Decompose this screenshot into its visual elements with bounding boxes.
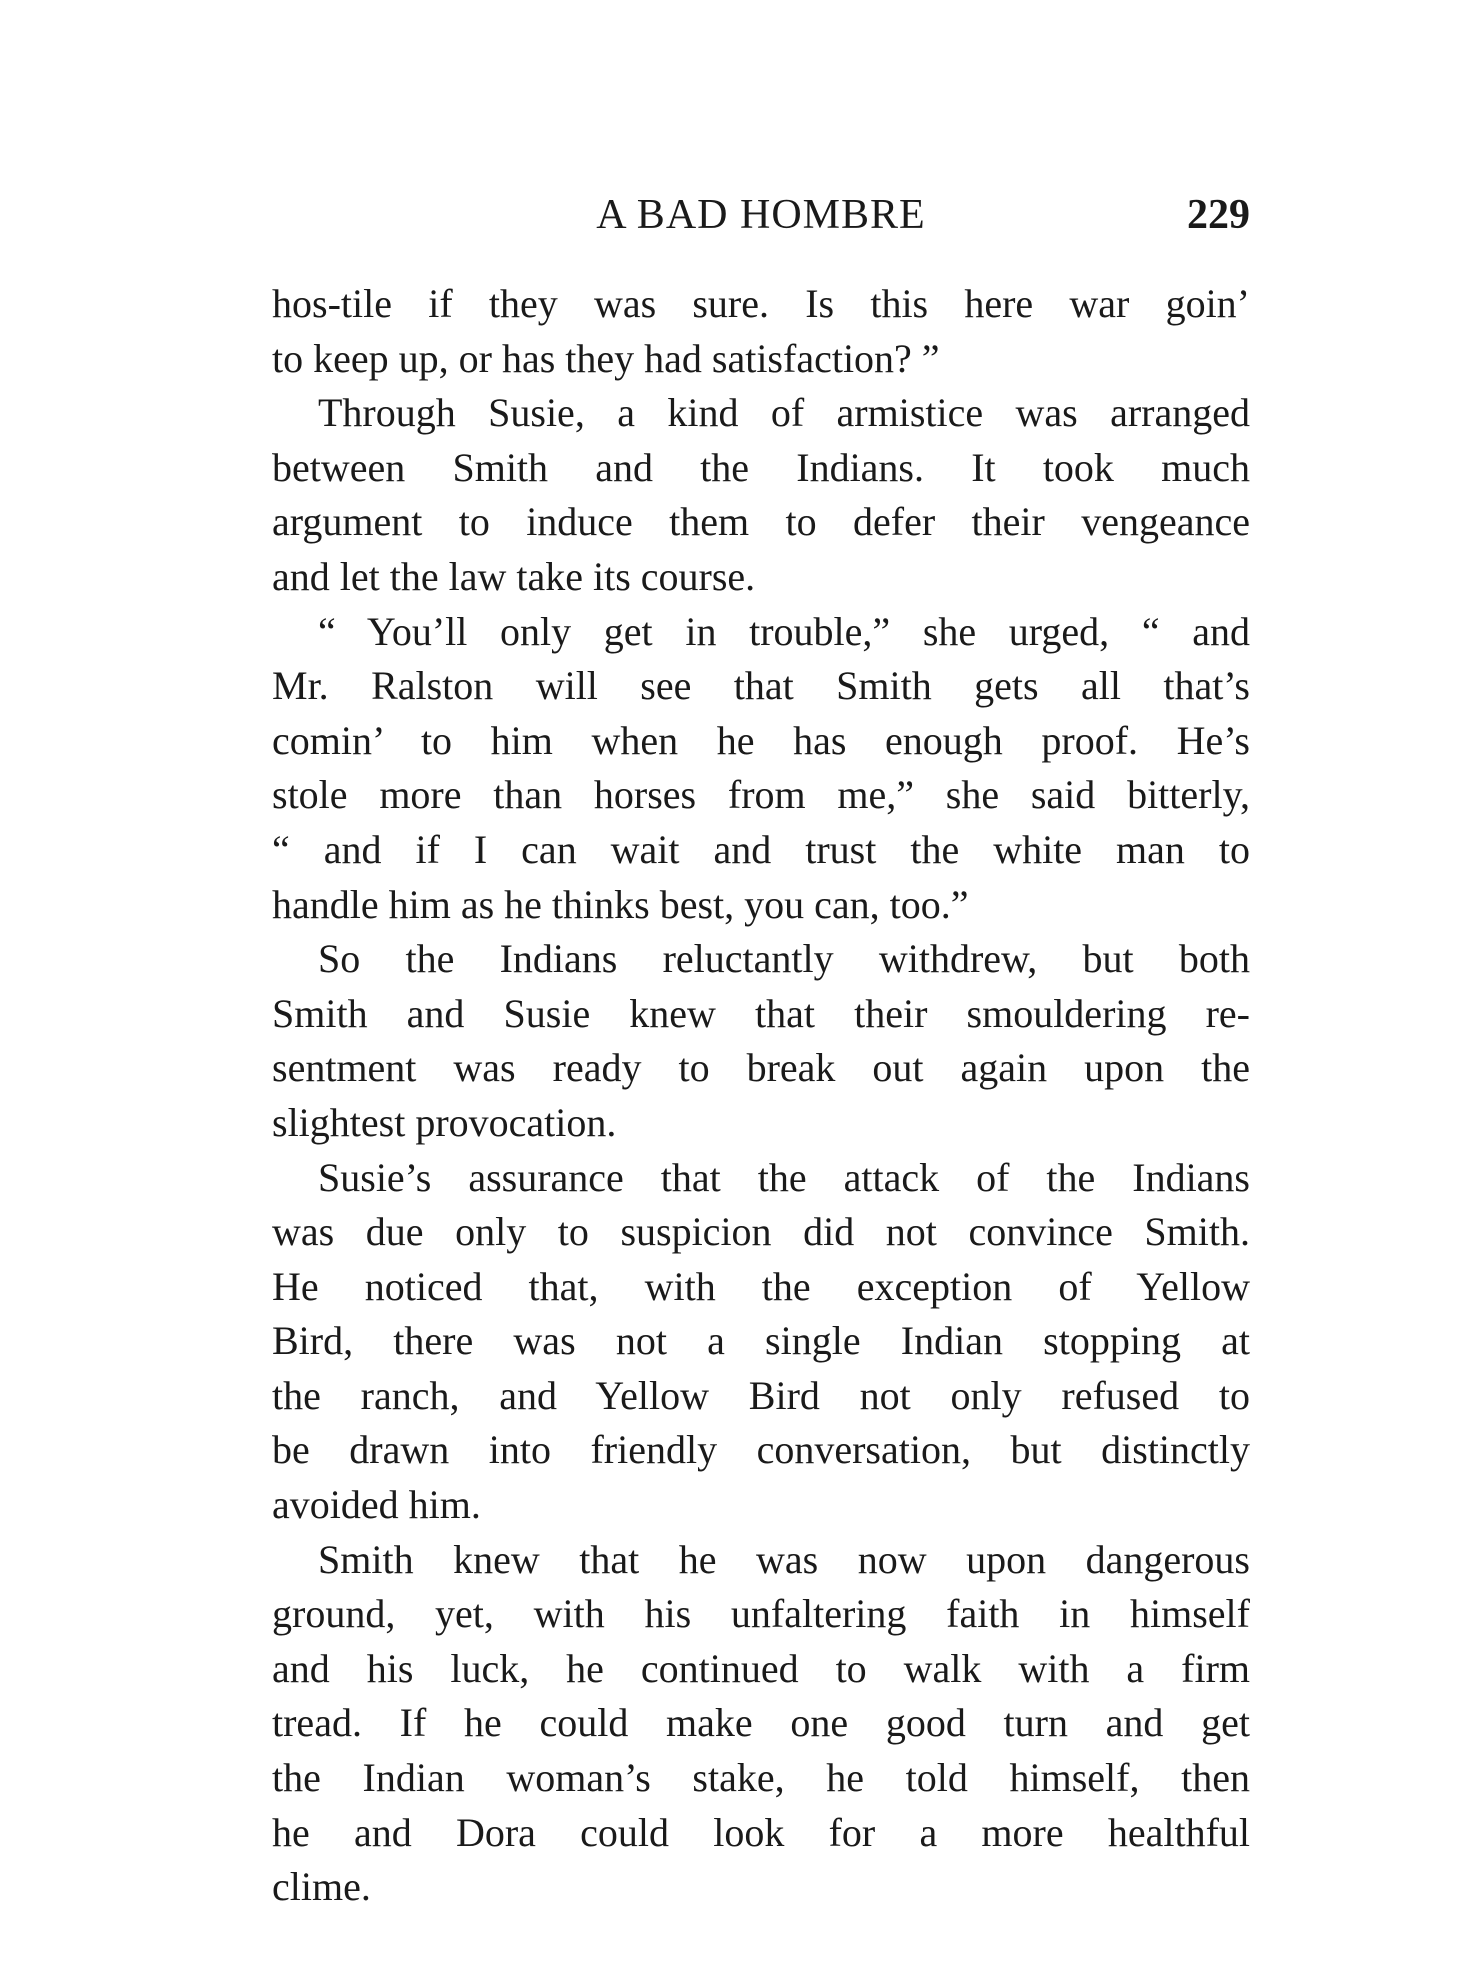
text-line: “ and if I can wait and trust the white man to (272, 826, 1250, 872)
text-line: slightest provocation. (272, 1099, 617, 1145)
text-line: argument to induce them to defer their vengeance (272, 499, 1250, 545)
text-line: he and Dora could look for a more healthful (272, 1809, 1250, 1855)
text-line: between Smith and the Indians. It took much (272, 444, 1250, 490)
text-line: Smith knew that he was now upon dangerous (318, 1536, 1250, 1582)
text-line: and let the law take its course. (272, 553, 756, 599)
text-line: handle him as he thinks best, you can, too.” (272, 881, 969, 927)
text-line: Smith and Susie knew that their smouldering re- (272, 990, 1250, 1036)
text-line: stole more than horses from me,” she said bitterly, (272, 772, 1250, 818)
text-line: the Indian woman’s stake, he told himself, then (272, 1755, 1250, 1801)
paragraph (272, 1151, 1250, 1533)
running-head (272, 180, 1250, 250)
text-line: Bird, there was not a single Indian stopping at (272, 1318, 1250, 1364)
text-line: Susie’s assurance that the attack of the Indians (318, 1154, 1250, 1200)
text-line: sentment was ready to break out again upon the (272, 1045, 1250, 1091)
text-line: and his luck, he continued to walk with a firm (272, 1645, 1250, 1691)
paragraph (272, 1533, 1250, 1915)
text-line: Through Susie, a kind of armistice was arranged (318, 390, 1250, 436)
text-line: ground, yet, with his unfaltering faith in himself (272, 1591, 1250, 1637)
paragraph (272, 605, 1250, 933)
text-line: He noticed that, with the exception of Yellow (272, 1263, 1250, 1309)
text-line: tread. If he could make one good turn and get (272, 1700, 1250, 1746)
text-line: be drawn into friendly conversation, but distinctly (272, 1427, 1250, 1473)
paragraph (272, 386, 1250, 604)
text-line: hos-tile if they was sure. Is this here war goin’ (272, 281, 1250, 326)
paragraph (272, 932, 1250, 1150)
text-line: clime. (272, 1864, 371, 1910)
running-title: A BAD HOMBRE (596, 192, 926, 238)
text-line: avoided him. (272, 1482, 481, 1528)
text-line: Mr. Ralston will see that Smith gets all that’s (272, 663, 1250, 709)
text-line: to keep up, or has they had satisfaction? ” (272, 335, 940, 381)
text-line: comin’ to him when he has enough proof. He’s (272, 717, 1250, 763)
text-line: So the Indians reluctantly withdrew, but both (318, 936, 1250, 982)
text-line: the ranch, and Yellow Bird not only refused to (272, 1372, 1250, 1418)
paragraph (272, 277, 1250, 386)
text-line: “ You’ll only get in trouble,” she urged, “ and (318, 608, 1250, 654)
text-line: was due only to suspicion did not convince Smith. (272, 1209, 1250, 1255)
body-text (272, 277, 1250, 1915)
page-number: 229 (1187, 192, 1250, 238)
